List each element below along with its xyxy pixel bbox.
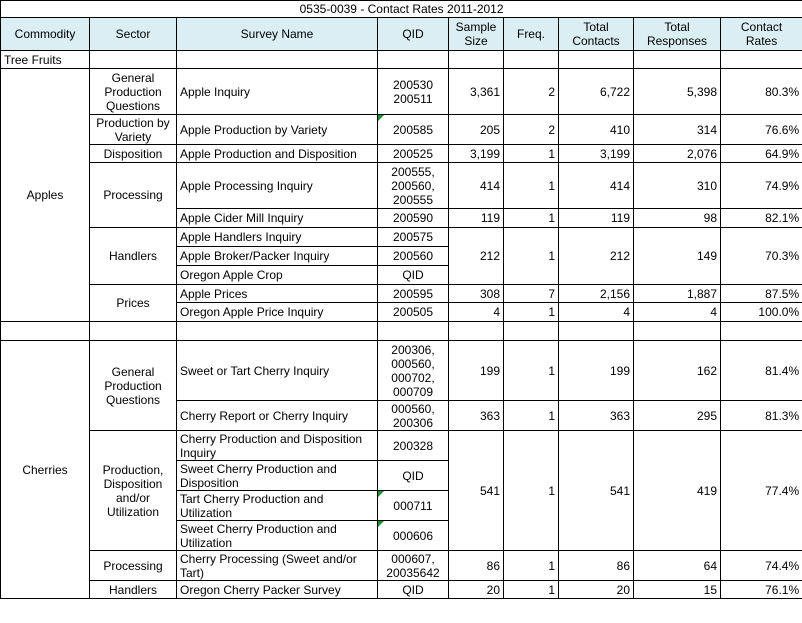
survey-name-cell[interactable]: Apple Production and Disposition <box>177 145 378 163</box>
survey-name-cell[interactable]: Tart Cherry Production and Utilization <box>177 491 378 521</box>
empty-cell[interactable] <box>559 322 634 341</box>
empty-cell[interactable] <box>177 51 378 69</box>
total-responses-cell[interactable]: 162 <box>634 341 721 401</box>
freq-cell[interactable]: 2 <box>504 69 559 115</box>
spacer-row <box>1 322 802 341</box>
header-survey-name[interactable]: Survey Name <box>177 18 378 51</box>
total-contacts-cell[interactable]: 6,722 <box>559 69 634 115</box>
sample-size-cell[interactable]: 541 <box>449 431 504 551</box>
freq-cell[interactable]: 1 <box>504 163 559 209</box>
total-contacts-cell[interactable]: 410 <box>559 115 634 145</box>
survey-name-cell[interactable]: Apple Cider Mill Inquiry <box>177 209 378 228</box>
freq-cell[interactable]: 1 <box>504 581 559 599</box>
survey-name-cell[interactable]: Apple Handlers Inquiry <box>177 228 378 247</box>
total-responses-cell[interactable]: 295 <box>634 401 721 431</box>
table-row <box>1 115 802 145</box>
empty-cell[interactable] <box>634 322 721 341</box>
table-row <box>1 551 802 581</box>
qid-cell[interactable]: 200530 200511 <box>378 69 449 115</box>
survey-name-cell[interactable]: Cherry Production and Disposition Inquiry <box>177 431 378 461</box>
sector-cell[interactable]: Disposition <box>90 145 177 163</box>
contact-rate-cell[interactable]: 74.4% <box>721 551 802 581</box>
sample-size-cell[interactable]: 308 <box>449 285 504 303</box>
sample-size-cell[interactable]: 212 <box>449 228 504 285</box>
total-responses-cell[interactable]: 310 <box>634 163 721 209</box>
survey-name-cell[interactable]: Sweet Cherry Production and Disposition <box>177 461 378 491</box>
sector-cell[interactable]: Production, Disposition and/or Utilization <box>90 431 177 551</box>
header-sample-size[interactable]: Sample Size <box>449 18 504 51</box>
empty-cell[interactable] <box>504 51 559 69</box>
header-total-responses[interactable]: Total Responses <box>634 18 721 51</box>
empty-cell[interactable] <box>449 322 504 341</box>
contact-rate-cell[interactable]: 76.1% <box>721 581 802 599</box>
total-responses-cell[interactable]: 98 <box>634 209 721 228</box>
survey-name-cell[interactable]: Apple Prices <box>177 285 378 303</box>
sector-cell[interactable]: Handlers <box>90 228 177 285</box>
qid-cell[interactable]: QID <box>378 581 449 599</box>
sample-size-cell[interactable]: 199 <box>449 341 504 401</box>
total-responses-cell[interactable]: 149 <box>634 228 721 285</box>
survey-name-cell[interactable]: Oregon Apple Price Inquiry <box>177 303 378 322</box>
qid-cell[interactable]: 200525 <box>378 145 449 163</box>
survey-name-cell[interactable]: Apple Production by Variety <box>177 115 378 145</box>
survey-name-cell[interactable]: Oregon Cherry Packer Survey <box>177 581 378 599</box>
table-row <box>1 163 802 209</box>
freq-cell[interactable]: 1 <box>504 551 559 581</box>
total-contacts-cell[interactable]: 3,199 <box>559 145 634 163</box>
header-commodity[interactable]: Commodity <box>1 18 90 51</box>
empty-cell[interactable] <box>90 322 177 341</box>
total-contacts-cell[interactable]: 4 <box>559 303 634 322</box>
sector-cell[interactable]: Processing <box>90 163 177 228</box>
empty-cell[interactable] <box>721 51 802 69</box>
qid-cell[interactable]: 200505 <box>378 303 449 322</box>
commodity-apples[interactable]: Apples <box>1 69 90 322</box>
contact-rate-cell[interactable]: 100.0% <box>721 303 802 322</box>
qid-cell[interactable]: 000607, 20035642 <box>378 551 449 581</box>
total-contacts-cell[interactable]: 212 <box>559 228 634 285</box>
survey-name-cell[interactable]: Sweet Cherry Production and Utilization <box>177 521 378 551</box>
qid-cell[interactable]: QID <box>378 461 449 491</box>
qid-cell[interactable]: 200575 <box>378 228 449 247</box>
table-row <box>1 285 802 303</box>
total-responses-cell[interactable]: 5,398 <box>634 69 721 115</box>
empty-cell[interactable] <box>559 51 634 69</box>
sample-size-cell[interactable]: 4 <box>449 303 504 322</box>
contact-rate-cell[interactable]: 70.3% <box>721 228 802 285</box>
contact-rate-cell[interactable]: 77.4% <box>721 431 802 551</box>
total-contacts-cell[interactable]: 119 <box>559 209 634 228</box>
table-title: 0535-0039 - Contact Rates 2011-2012 <box>1 1 802 18</box>
survey-name-cell[interactable]: Sweet or Tart Cherry Inquiry <box>177 341 378 401</box>
total-contacts-cell[interactable]: 20 <box>559 581 634 599</box>
header-freq[interactable]: Freq. <box>504 18 559 51</box>
contact-rate-cell[interactable]: 74.9% <box>721 163 802 209</box>
qid-cell[interactable]: 000711 <box>378 491 449 521</box>
sector-cell[interactable]: General Production Questions <box>90 69 177 115</box>
total-responses-cell[interactable]: 2,076 <box>634 145 721 163</box>
sector-cell[interactable]: Production by Variety <box>90 115 177 145</box>
freq-cell[interactable]: 2 <box>504 115 559 145</box>
header-row <box>1 18 802 51</box>
sample-size-cell[interactable]: 205 <box>449 115 504 145</box>
sector-cell[interactable]: Prices <box>90 285 177 322</box>
section-label[interactable]: Tree Fruits <box>1 51 90 69</box>
total-responses-cell[interactable]: 4 <box>634 303 721 322</box>
empty-cell[interactable] <box>721 322 802 341</box>
table-row <box>1 341 802 401</box>
qid-cell[interactable]: 200585 <box>378 115 449 145</box>
header-total-contacts[interactable]: Total Contacts <box>559 18 634 51</box>
header-qid[interactable]: QID <box>378 18 449 51</box>
contact-rate-cell[interactable]: 81.4% <box>721 341 802 401</box>
total-responses-cell[interactable]: 1,887 <box>634 285 721 303</box>
sample-size-cell[interactable]: 414 <box>449 163 504 209</box>
freq-cell[interactable]: 1 <box>504 401 559 431</box>
sample-size-cell[interactable]: 20 <box>449 581 504 599</box>
table-row <box>1 228 802 247</box>
total-responses-cell[interactable]: 419 <box>634 431 721 551</box>
empty-cell[interactable] <box>177 322 378 341</box>
freq-cell[interactable]: 1 <box>504 431 559 551</box>
qid-cell[interactable]: 000606 <box>378 521 449 551</box>
sample-size-cell[interactable]: 3,361 <box>449 69 504 115</box>
table-row <box>1 431 802 461</box>
freq-cell[interactable]: 7 <box>504 285 559 303</box>
survey-name-cell[interactable]: Apple Broker/Packer Inquiry <box>177 247 378 266</box>
title-row <box>1 1 802 18</box>
sector-cell[interactable]: Handlers <box>90 581 177 599</box>
sample-size-cell[interactable]: 119 <box>449 209 504 228</box>
empty-cell[interactable] <box>90 51 177 69</box>
table-row <box>1 69 802 115</box>
survey-name-cell[interactable]: Apple Inquiry <box>177 69 378 115</box>
contact-rate-cell[interactable]: 81.3% <box>721 401 802 431</box>
contact-rate-cell[interactable]: 64.9% <box>721 145 802 163</box>
empty-cell[interactable] <box>378 322 449 341</box>
survey-name-cell[interactable]: Oregon Apple Crop <box>177 266 378 285</box>
total-contacts-cell[interactable]: 414 <box>559 163 634 209</box>
contact-rate-cell[interactable]: 87.5% <box>721 285 802 303</box>
empty-cell[interactable] <box>634 51 721 69</box>
total-responses-cell[interactable]: 64 <box>634 551 721 581</box>
survey-name-cell[interactable]: Cherry Processing (Sweet and/or Tart) <box>177 551 378 581</box>
header-sector[interactable]: Sector <box>90 18 177 51</box>
qid-cell[interactable]: 200555, 200560, 200555 <box>378 163 449 209</box>
qid-cell[interactable]: 200560 <box>378 247 449 266</box>
total-contacts-cell[interactable]: 363 <box>559 401 634 431</box>
freq-cell[interactable]: 1 <box>504 209 559 228</box>
total-contacts-cell[interactable]: 2,156 <box>559 285 634 303</box>
table-row <box>1 145 802 163</box>
sample-size-cell[interactable]: 363 <box>449 401 504 431</box>
qid-cell[interactable]: 200306, 000560, 000702, 000709 <box>378 341 449 401</box>
table-row <box>1 581 802 599</box>
qid-cell[interactable]: 200590 <box>378 209 449 228</box>
section-row <box>1 51 802 69</box>
header-contact-rates[interactable]: Contact Rates <box>721 18 802 51</box>
empty-cell[interactable] <box>449 51 504 69</box>
sector-cell[interactable]: General Production Questions <box>90 341 177 431</box>
freq-cell[interactable]: 1 <box>504 341 559 401</box>
total-responses-cell[interactable]: 314 <box>634 115 721 145</box>
total-contacts-cell[interactable]: 86 <box>559 551 634 581</box>
empty-cell[interactable] <box>504 322 559 341</box>
sample-size-cell[interactable]: 3,199 <box>449 145 504 163</box>
qid-cell[interactable]: 200595 <box>378 285 449 303</box>
total-contacts-cell[interactable]: 199 <box>559 341 634 401</box>
commodity-cherries[interactable]: Cherries <box>1 341 90 599</box>
qid-cell[interactable]: 000560, 200306 <box>378 401 449 431</box>
qid-cell[interactable]: QID <box>378 266 449 285</box>
survey-name-cell[interactable]: Cherry Report or Cherry Inquiry <box>177 401 378 431</box>
freq-cell[interactable]: 1 <box>504 228 559 285</box>
freq-cell[interactable]: 1 <box>504 303 559 322</box>
freq-cell[interactable]: 1 <box>504 145 559 163</box>
empty-cell[interactable] <box>378 51 449 69</box>
contact-rate-cell[interactable]: 82.1% <box>721 209 802 228</box>
empty-cell[interactable] <box>1 322 90 341</box>
sample-size-cell[interactable]: 86 <box>449 551 504 581</box>
qid-cell[interactable]: 200328 <box>378 431 449 461</box>
contact-rate-cell[interactable]: 76.6% <box>721 115 802 145</box>
survey-name-cell[interactable]: Apple Processing Inquiry <box>177 163 378 209</box>
contact-rate-cell[interactable]: 80.3% <box>721 69 802 115</box>
total-contacts-cell[interactable]: 541 <box>559 431 634 551</box>
total-responses-cell[interactable]: 15 <box>634 581 721 599</box>
sector-cell[interactable]: Processing <box>90 551 177 581</box>
